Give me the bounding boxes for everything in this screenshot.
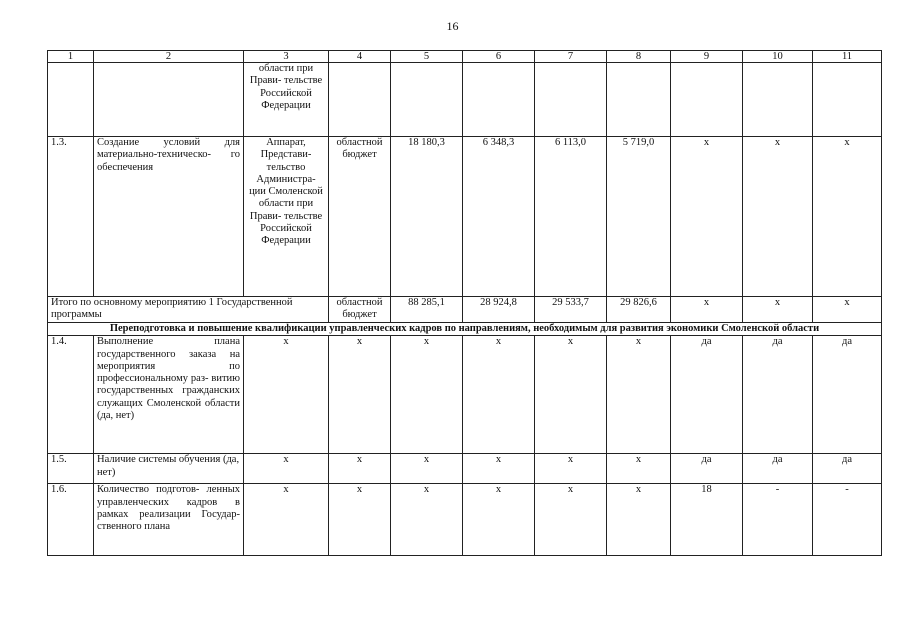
col-header-5: 5 <box>391 51 463 63</box>
indicator-2: x <box>743 137 813 297</box>
year-2-amount: x <box>535 454 607 484</box>
indicator-1: 18 <box>671 484 743 556</box>
header-row <box>48 51 882 63</box>
col-header-10: 10 <box>743 51 813 63</box>
col-header-11: 11 <box>813 51 882 63</box>
funding-source: областной бюджет <box>329 137 391 297</box>
year-3-amount: x <box>607 484 671 556</box>
section-heading: Переподготовка и повышение квалификации управленческих кадров по направлениям, необходимым для развития экономики Смоленской области <box>48 323 882 336</box>
subtotal-label: Итого по основному мероприятию 1 Государственной программы <box>48 297 329 323</box>
row-number: 1.3. <box>48 137 94 297</box>
col-header-7: 7 <box>535 51 607 63</box>
total-amount: x <box>391 484 463 556</box>
indicator-3: x <box>813 137 882 297</box>
indicator-3: да <box>813 454 882 484</box>
col-header-9: 9 <box>671 51 743 63</box>
row-number: 1.6. <box>48 484 94 556</box>
table-row <box>48 484 882 556</box>
total-amount: 88 285,1 <box>391 297 463 323</box>
program-table <box>47 50 882 556</box>
table-row <box>48 454 882 484</box>
year-3-amount: 5 719,0 <box>607 137 671 297</box>
executor-cell: Аппарат, Представи- тельство Администра- ции Смоленской области при Прави- тельстве Российской Федерации <box>244 137 329 297</box>
indicator-1: да <box>671 454 743 484</box>
year-1-amount: x <box>463 336 535 454</box>
col-header-8: 8 <box>607 51 671 63</box>
activity-name: Выполнение плана государственного заказа на мероприятия по профессиональному раз- витию государственных гражданских служащих Смоленской области (да, нет) <box>94 336 244 454</box>
executor-cell: x <box>244 484 329 556</box>
executor-cell: области при Прави- тельстве Российской Федерации <box>244 63 329 137</box>
year-1-amount: x <box>463 484 535 556</box>
executor-cell: x <box>244 454 329 484</box>
indicator-3: да <box>813 336 882 454</box>
indicator-1: x <box>671 137 743 297</box>
table-row <box>48 137 882 297</box>
activity-name: Наличие системы обучения (да, нет) <box>94 454 244 484</box>
funding-source: x <box>329 484 391 556</box>
col-header-2: 2 <box>94 51 244 63</box>
indicator-2: x <box>743 297 813 323</box>
activity-name: Создание условий для материально-техническо- го обеспечения <box>94 137 244 297</box>
page-number: 16 <box>446 19 459 33</box>
year-3-amount: x <box>607 336 671 454</box>
subtotal-row <box>48 297 882 323</box>
funding-source: областной бюджет <box>329 297 391 323</box>
indicator-1: x <box>671 297 743 323</box>
funding-source: x <box>329 336 391 454</box>
col-header-6: 6 <box>463 51 535 63</box>
row-number: 1.4. <box>48 336 94 454</box>
year-2-amount: 6 113,0 <box>535 137 607 297</box>
section-heading-row <box>48 323 882 336</box>
indicator-3: - <box>813 484 882 556</box>
year-1-amount: 6 348,3 <box>463 137 535 297</box>
year-3-amount: 29 826,6 <box>607 297 671 323</box>
col-header-4: 4 <box>329 51 391 63</box>
year-2-amount: x <box>535 336 607 454</box>
indicator-3: x <box>813 297 882 323</box>
total-amount: x <box>391 336 463 454</box>
executor-cell: x <box>244 336 329 454</box>
total-amount: 18 180,3 <box>391 137 463 297</box>
funding-source: x <box>329 454 391 484</box>
year-1-amount: x <box>463 454 535 484</box>
total-amount: x <box>391 454 463 484</box>
year-3-amount: x <box>607 454 671 484</box>
indicator-1: да <box>671 336 743 454</box>
table-row <box>48 63 882 137</box>
indicator-2: да <box>743 336 813 454</box>
table-row <box>48 336 882 454</box>
col-header-1: 1 <box>48 51 94 63</box>
year-2-amount: 29 533,7 <box>535 297 607 323</box>
row-number: 1.5. <box>48 454 94 484</box>
indicator-2: да <box>743 454 813 484</box>
activity-name: Количество подготов- ленных управленческих кадров в рамках реализации Государ- ственного плана <box>94 484 244 556</box>
col-header-3: 3 <box>244 51 329 63</box>
year-1-amount: 28 924,8 <box>463 297 535 323</box>
indicator-2: - <box>743 484 813 556</box>
year-2-amount: x <box>535 484 607 556</box>
